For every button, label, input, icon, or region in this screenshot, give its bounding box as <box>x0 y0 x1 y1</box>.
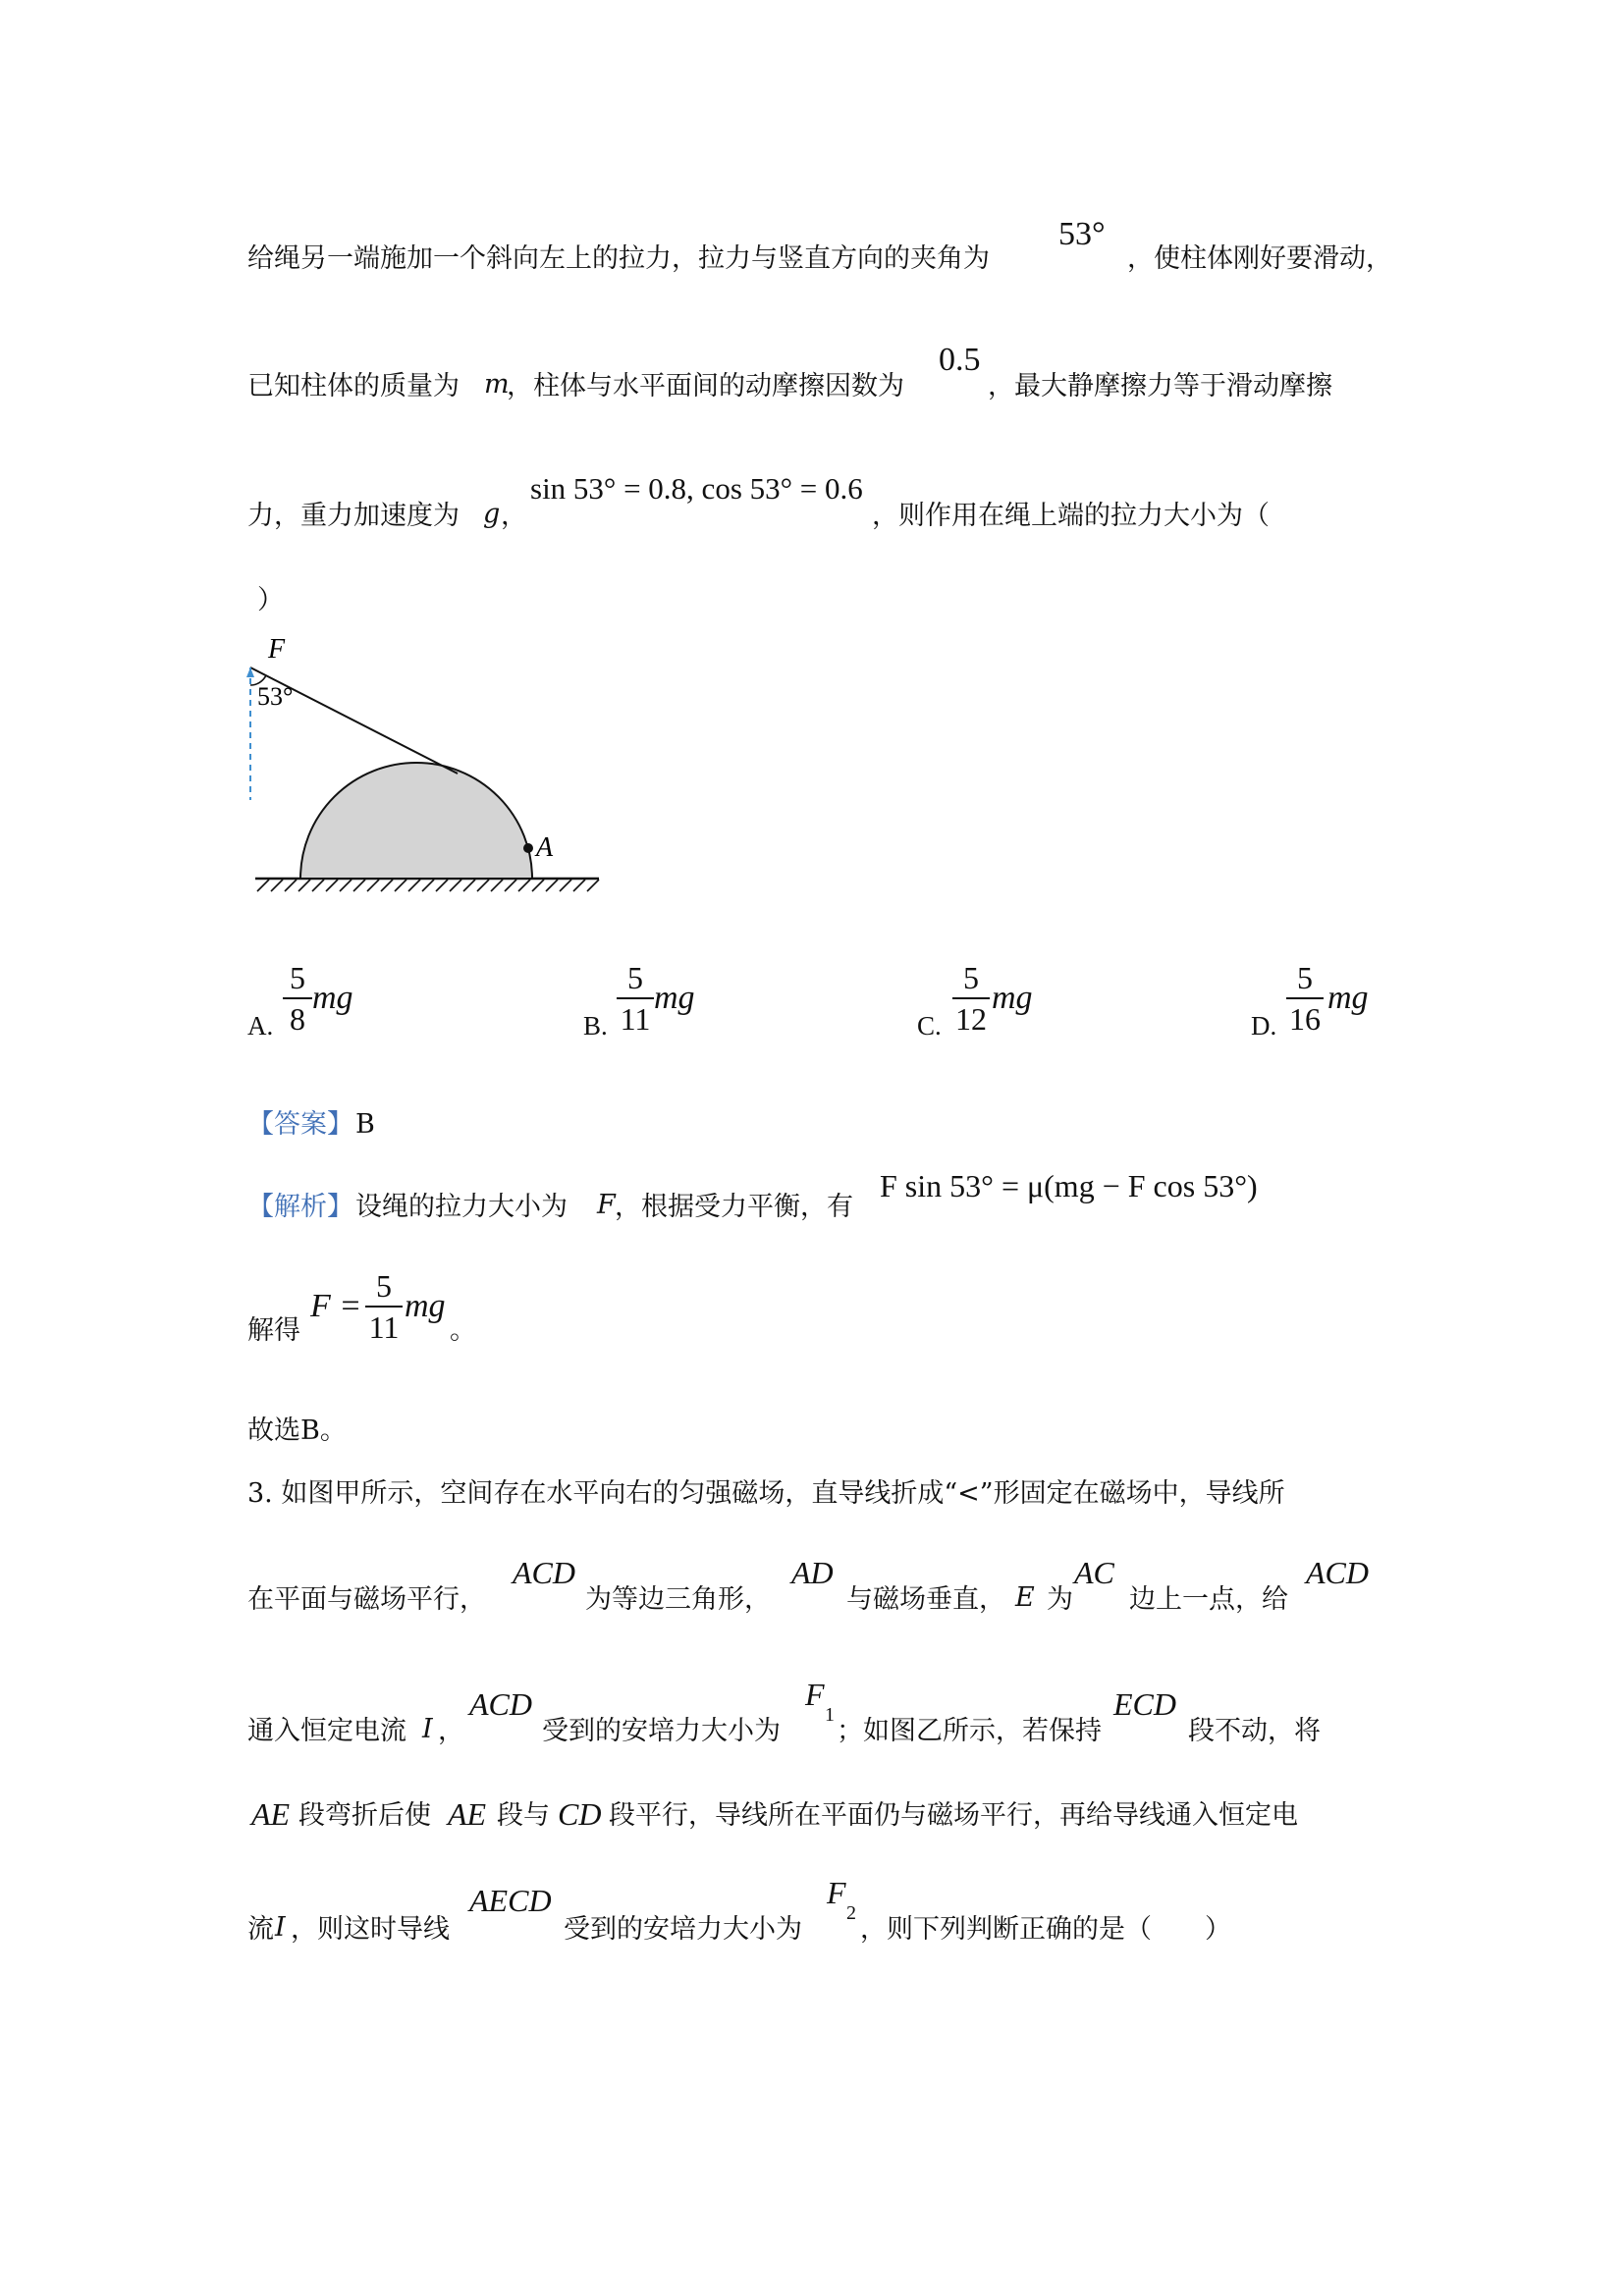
ground-hatching <box>257 880 599 891</box>
q3-line5-text: 流 <box>247 1914 274 1945</box>
q3-f1-symbol: F <box>805 1677 825 1712</box>
q2-line2-text: 已知柱体的质量为 <box>247 371 460 401</box>
option-c-suffix: mg <box>992 980 1033 1016</box>
analysis-equation: F sin 53° = μ(mg − F cos 53°) <box>880 1168 1258 1203</box>
q2-trig-values: sin 53° = 0.8, cos 53° = 0.6 <box>530 471 863 506</box>
q2-friction-coefficient: 0.5 <box>939 342 981 378</box>
q3-line5-text-4: ，则下列判断正确的是（ ） <box>860 1914 1231 1945</box>
option-d-suffix: mg <box>1327 980 1369 1016</box>
option-c-letter: C. <box>917 1011 942 1041</box>
q3-f1-subscript: 1 <box>825 1704 835 1726</box>
option-a-letter: A. <box>247 1011 274 1041</box>
q3-acd-symbol: ACD <box>513 1555 575 1590</box>
q3-line5-text-2: ，则这时导线 <box>291 1914 450 1945</box>
analysis-tag: 【解析】 <box>247 1192 353 1222</box>
q3-line5-text-3: 受到的安培力大小为 <box>564 1914 802 1945</box>
q2-line3-comma: ， <box>501 501 527 531</box>
q2-close-paren: ） <box>257 585 284 615</box>
q3-line2-text-5: 边上一点，给 <box>1129 1584 1288 1615</box>
q2-gravity-symbol: g <box>483 499 501 529</box>
option-b-suffix: mg <box>654 980 695 1016</box>
solve-rhs: mg <box>405 1288 446 1324</box>
analysis-text: 设绳的拉力大小为 <box>355 1192 568 1222</box>
label-a: A <box>536 832 554 863</box>
q3-f2-symbol: F <box>827 1875 846 1910</box>
q3-current-symbol-2: I <box>275 1912 286 1943</box>
q3-ae-symbol-2: AE <box>448 1796 487 1832</box>
q3-line3-text-4: 段不动，将 <box>1188 1716 1321 1746</box>
solve-label: 解得 <box>247 1315 300 1346</box>
q3-ae-symbol: AE <box>251 1796 291 1832</box>
option-b-fraction: 5 11 <box>617 960 654 1037</box>
q2-line2-text-mid: ，柱体与水平面间的动摩擦因数为 <box>507 371 904 401</box>
q2-figure <box>236 628 609 903</box>
point-a <box>523 843 533 853</box>
solve-lhs: F = <box>310 1288 362 1324</box>
q3-line1: 3. 如图甲所示，空间存在水平向右的匀强磁场，直导线折成“<”形固定在磁场中，导线所 <box>247 1478 1285 1509</box>
q3-line2-text-3: 与磁场垂直， <box>846 1584 1005 1615</box>
q2-line1-text: 给绳另一端施加一个斜向左上的拉力，拉力与竖直方向的夹角为 <box>247 243 990 274</box>
option-c-fraction: 5 12 <box>952 960 990 1037</box>
q3-line4-text-2: 段与 <box>497 1800 550 1831</box>
option-a-suffix: mg <box>312 980 353 1016</box>
q2-line3-text-end: ，则作用在绳上端的拉力大小为（ <box>872 501 1270 531</box>
option-d-letter: D. <box>1251 1011 1277 1041</box>
label-angle: 53° <box>257 682 294 711</box>
q3-line2-text-4: 为 <box>1047 1584 1073 1615</box>
q2-mass-symbol: m <box>484 369 510 400</box>
option-d-fraction: 5 16 <box>1286 960 1324 1037</box>
q3-line3-text: 通入恒定电流 <box>247 1716 406 1746</box>
q3-line3-text-3: ；如图乙所示，若保持 <box>837 1716 1102 1746</box>
q3-line4-text: 段弯折后使 <box>298 1800 431 1831</box>
q3-line4-text-3: 段平行，导线所在平面仍与磁场平行，再给导线通入恒定电 <box>609 1800 1298 1831</box>
q2-angle-math: 53° <box>1058 216 1106 252</box>
option-b-letter: B. <box>583 1011 608 1041</box>
label-f: F <box>268 634 286 665</box>
q3-line3-text-2: 受到的安培力大小为 <box>542 1716 781 1746</box>
answer-value: B <box>355 1109 375 1140</box>
solve-end: 。 <box>450 1315 476 1346</box>
q3-aecd-symbol: AECD <box>469 1883 552 1918</box>
q3-line2-text-2: 为等边三角形， <box>585 1584 771 1615</box>
q3-acd-symbol-2: ACD <box>1306 1555 1369 1590</box>
q3-f2-subscript: 2 <box>846 1902 856 1924</box>
half-cylinder <box>300 763 532 879</box>
q3-ad-symbol: AD <box>791 1555 834 1590</box>
q3-e-symbol: E <box>1015 1582 1035 1613</box>
option-a-fraction: 5 8 <box>283 960 312 1037</box>
q3-cd-symbol: CD <box>558 1796 602 1832</box>
answer-tag: 【答案】 <box>247 1109 353 1140</box>
q3-line2-text: 在平面与磁场平行， <box>247 1584 486 1615</box>
q3-ecd-symbol: ECD <box>1113 1686 1176 1722</box>
analysis-force-symbol: F <box>597 1190 616 1220</box>
q2-line2-text-end: ，最大静摩擦力等于滑动摩擦 <box>988 371 1332 401</box>
q3-ac-symbol: AC <box>1074 1555 1114 1590</box>
q3-current-symbol: I <box>422 1714 433 1744</box>
q3-line3-comma: ， <box>438 1716 464 1746</box>
analysis-text-2: ，根据受力平衡，有 <box>615 1192 853 1222</box>
q3-acd-symbol-3: ACD <box>469 1686 532 1722</box>
q2-line1-text-end: ，使柱体刚好要滑动， <box>1127 243 1392 274</box>
conclusion: 故选B。 <box>247 1415 347 1446</box>
q2-line3-text: 力，重力加速度为 <box>247 501 460 531</box>
solve-fraction: 5 11 <box>365 1268 403 1345</box>
